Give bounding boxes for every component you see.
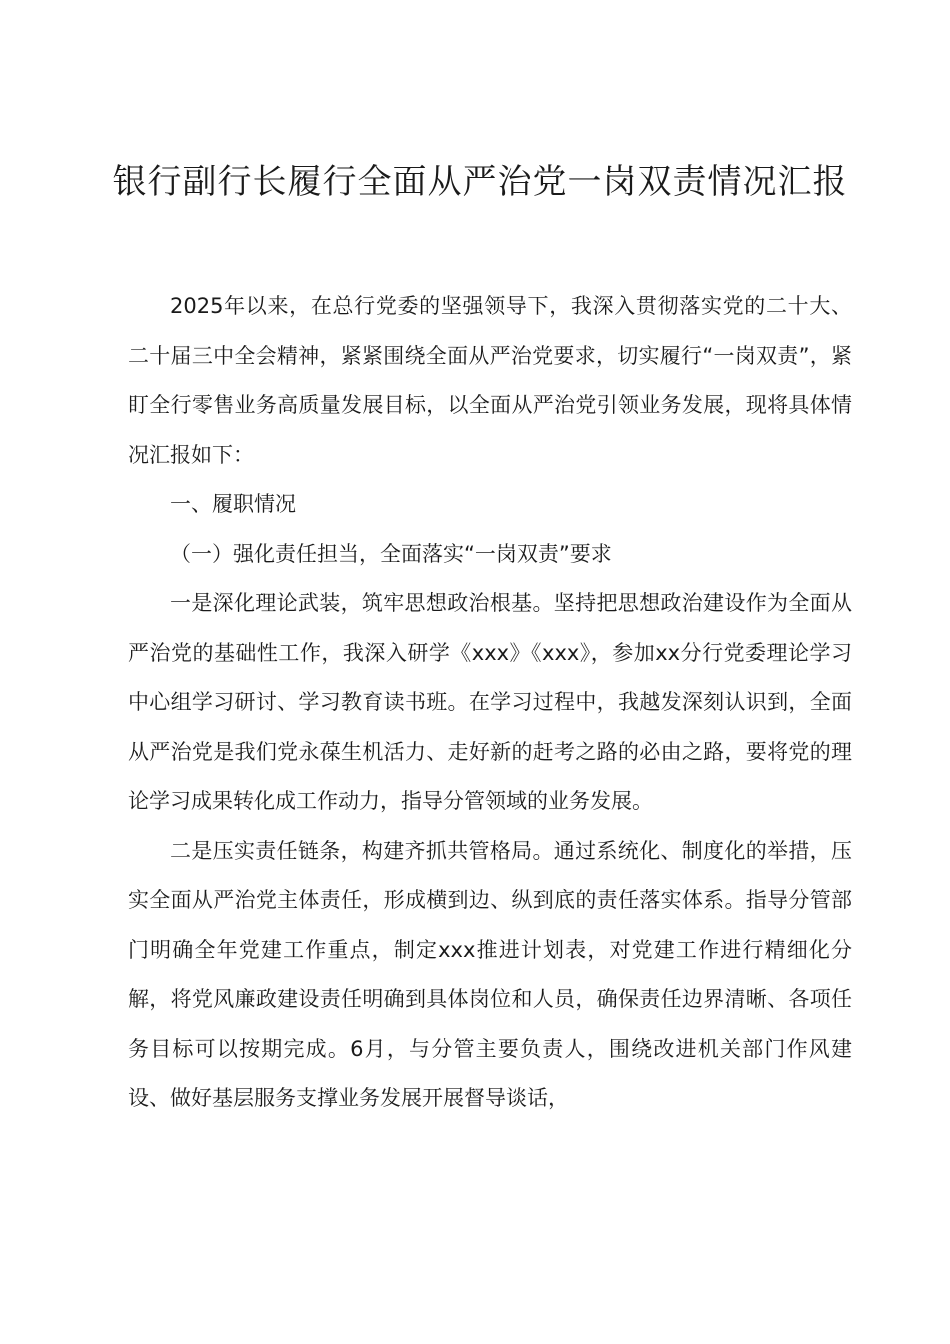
document-title: 银行副行长履行全面从严治党一岗双责情况汇报 bbox=[112, 162, 848, 202]
section-heading: 一、履职情况 bbox=[170, 492, 296, 516]
subsection-heading: （一）强化责任担当，全面落实“一岗双责”要求 bbox=[170, 541, 612, 566]
paragraph-responsibility: 二是压实责任链条，构建齐抓共管格局。通过系统化、制度化的举措，压实全面从严治党主体责任，形成横到边、纵到底的责任落实体系。指导分管部门明确全年党建工作重点，制定xxx推进计划表，对党建工作进行精细化分解，将党风廉政建设责任明确到具体岗位和人员，确保责任边界清晰、各项任务目标可以按期完成。6月，与分管主要负责人，围绕改进机关部门作风建设、做好基层服务支撑业务发展开展督导谈话， bbox=[128, 838, 852, 1110]
paragraph-theory: 一是深化理论武装，筑牢思想政治根基。坚持把思想政治建设作为全面从严治党的基础性工作，我深入研学《xxx》《xxx》，参加xx分行党委理论学习中心组学习研讨、学习教育读书班。在学习过程中，我越发深刻认识到，全面从严治党是我们党永葆生机活力、走好新的赶考之路的必由之路，要将党的理论学习成果转化成工作动力，指导分管领域的业务发展。 bbox=[128, 591, 852, 813]
paragraph-intro: 2025年以来，在总行党委的坚强领导下，我深入贯彻落实党的二十大、二十届三中全会精神，紧紧围绕全面从严治党要求，切实履行“一岗双责”，紧盯全行零售业务高质量发展目标，以全面从严治党引领业务发展，现将具体情况汇报如下： bbox=[128, 294, 852, 467]
document-body bbox=[128, 282, 852, 1124]
